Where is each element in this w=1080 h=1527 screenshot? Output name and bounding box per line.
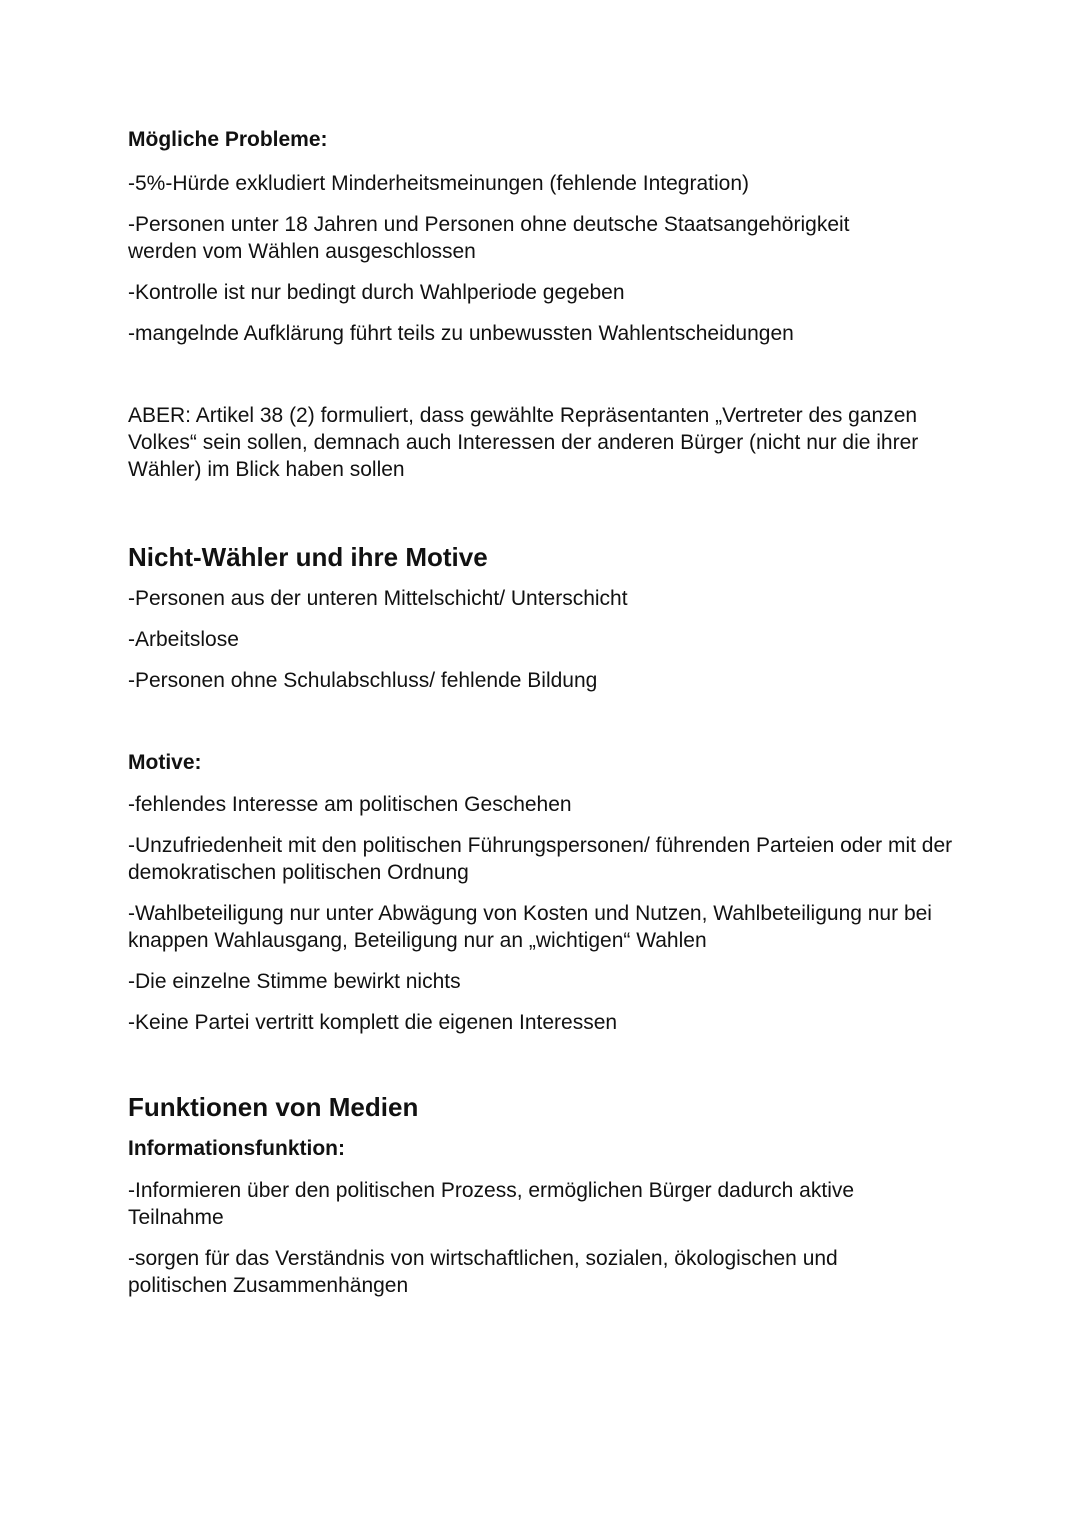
medien-heading: Funktionen von Medien [128, 1092, 419, 1122]
motive-item: -Unzufriedenheit mit den politischen Führungspersonen/ führenden Parteien oder mit der demokratischen politischen Ordnung [128, 834, 953, 884]
medien-item: -Informieren über den politischen Prozess, ermöglichen Bürger dadurch aktive Teilnahme [128, 1179, 855, 1229]
nichtwaehler-heading: Nicht-Wähler und ihre Motive [128, 542, 488, 572]
document-page [128, 126, 968, 1299]
probleme-item: -Kontrolle ist nur bedingt durch Wahlperiode gegeben [128, 281, 625, 304]
nichtwaehler-item: -Personen aus der unteren Mittelschicht/ Unterschicht [128, 587, 628, 610]
motive-item: -Keine Partei vertritt komplett die eigenen Interessen [128, 1011, 618, 1034]
probleme-item: -mangelnde Aufklärung führt teils zu unbewussten Wahlentscheidungen [128, 322, 794, 345]
probleme-item: -5%-Hürde exkludiert Minderheitsmeinungen (fehlende Integration) [128, 172, 750, 195]
probleme-item: -Personen unter 18 Jahren und Personen ohne deutsche Staatsangehörigkeit werden vom Wählen ausgeschlossen [128, 213, 850, 263]
nichtwaehler-item: -Arbeitslose [128, 628, 239, 651]
medien-subtitle: Informationsfunktion: [128, 1137, 345, 1160]
medien-item: -sorgen für das Verständnis von wirtschaftlichen, sozialen, ökologischen und politischen Zusammenhängen [128, 1247, 838, 1297]
motive-item: -fehlendes Interesse am politischen Geschehen [128, 793, 572, 816]
nichtwaehler-item: -Personen ohne Schulabschluss/ fehlende Bildung [128, 669, 598, 692]
motive-item: -Wahlbeteiligung nur unter Abwägung von Kosten und Nutzen, Wahlbeteiligung nur bei knappen Wahlausgang, Beteiligung nur an „wichtigen“ Wahlen [128, 902, 932, 952]
motive-item: -Die einzelne Stimme bewirkt nichts [128, 970, 461, 993]
motive-title: Motive: [128, 751, 202, 774]
probleme-title: Mögliche Probleme: [128, 128, 328, 151]
aber-paragraph: ABER: Artikel 38 (2) formuliert, dass gewählte Repräsentanten „Vertreter des ganzen Volkes“ sein sollen, demnach auch Interessen der anderen Bürger (nicht nur die ihrer Wähler) im Blick haben sollen [128, 404, 919, 481]
